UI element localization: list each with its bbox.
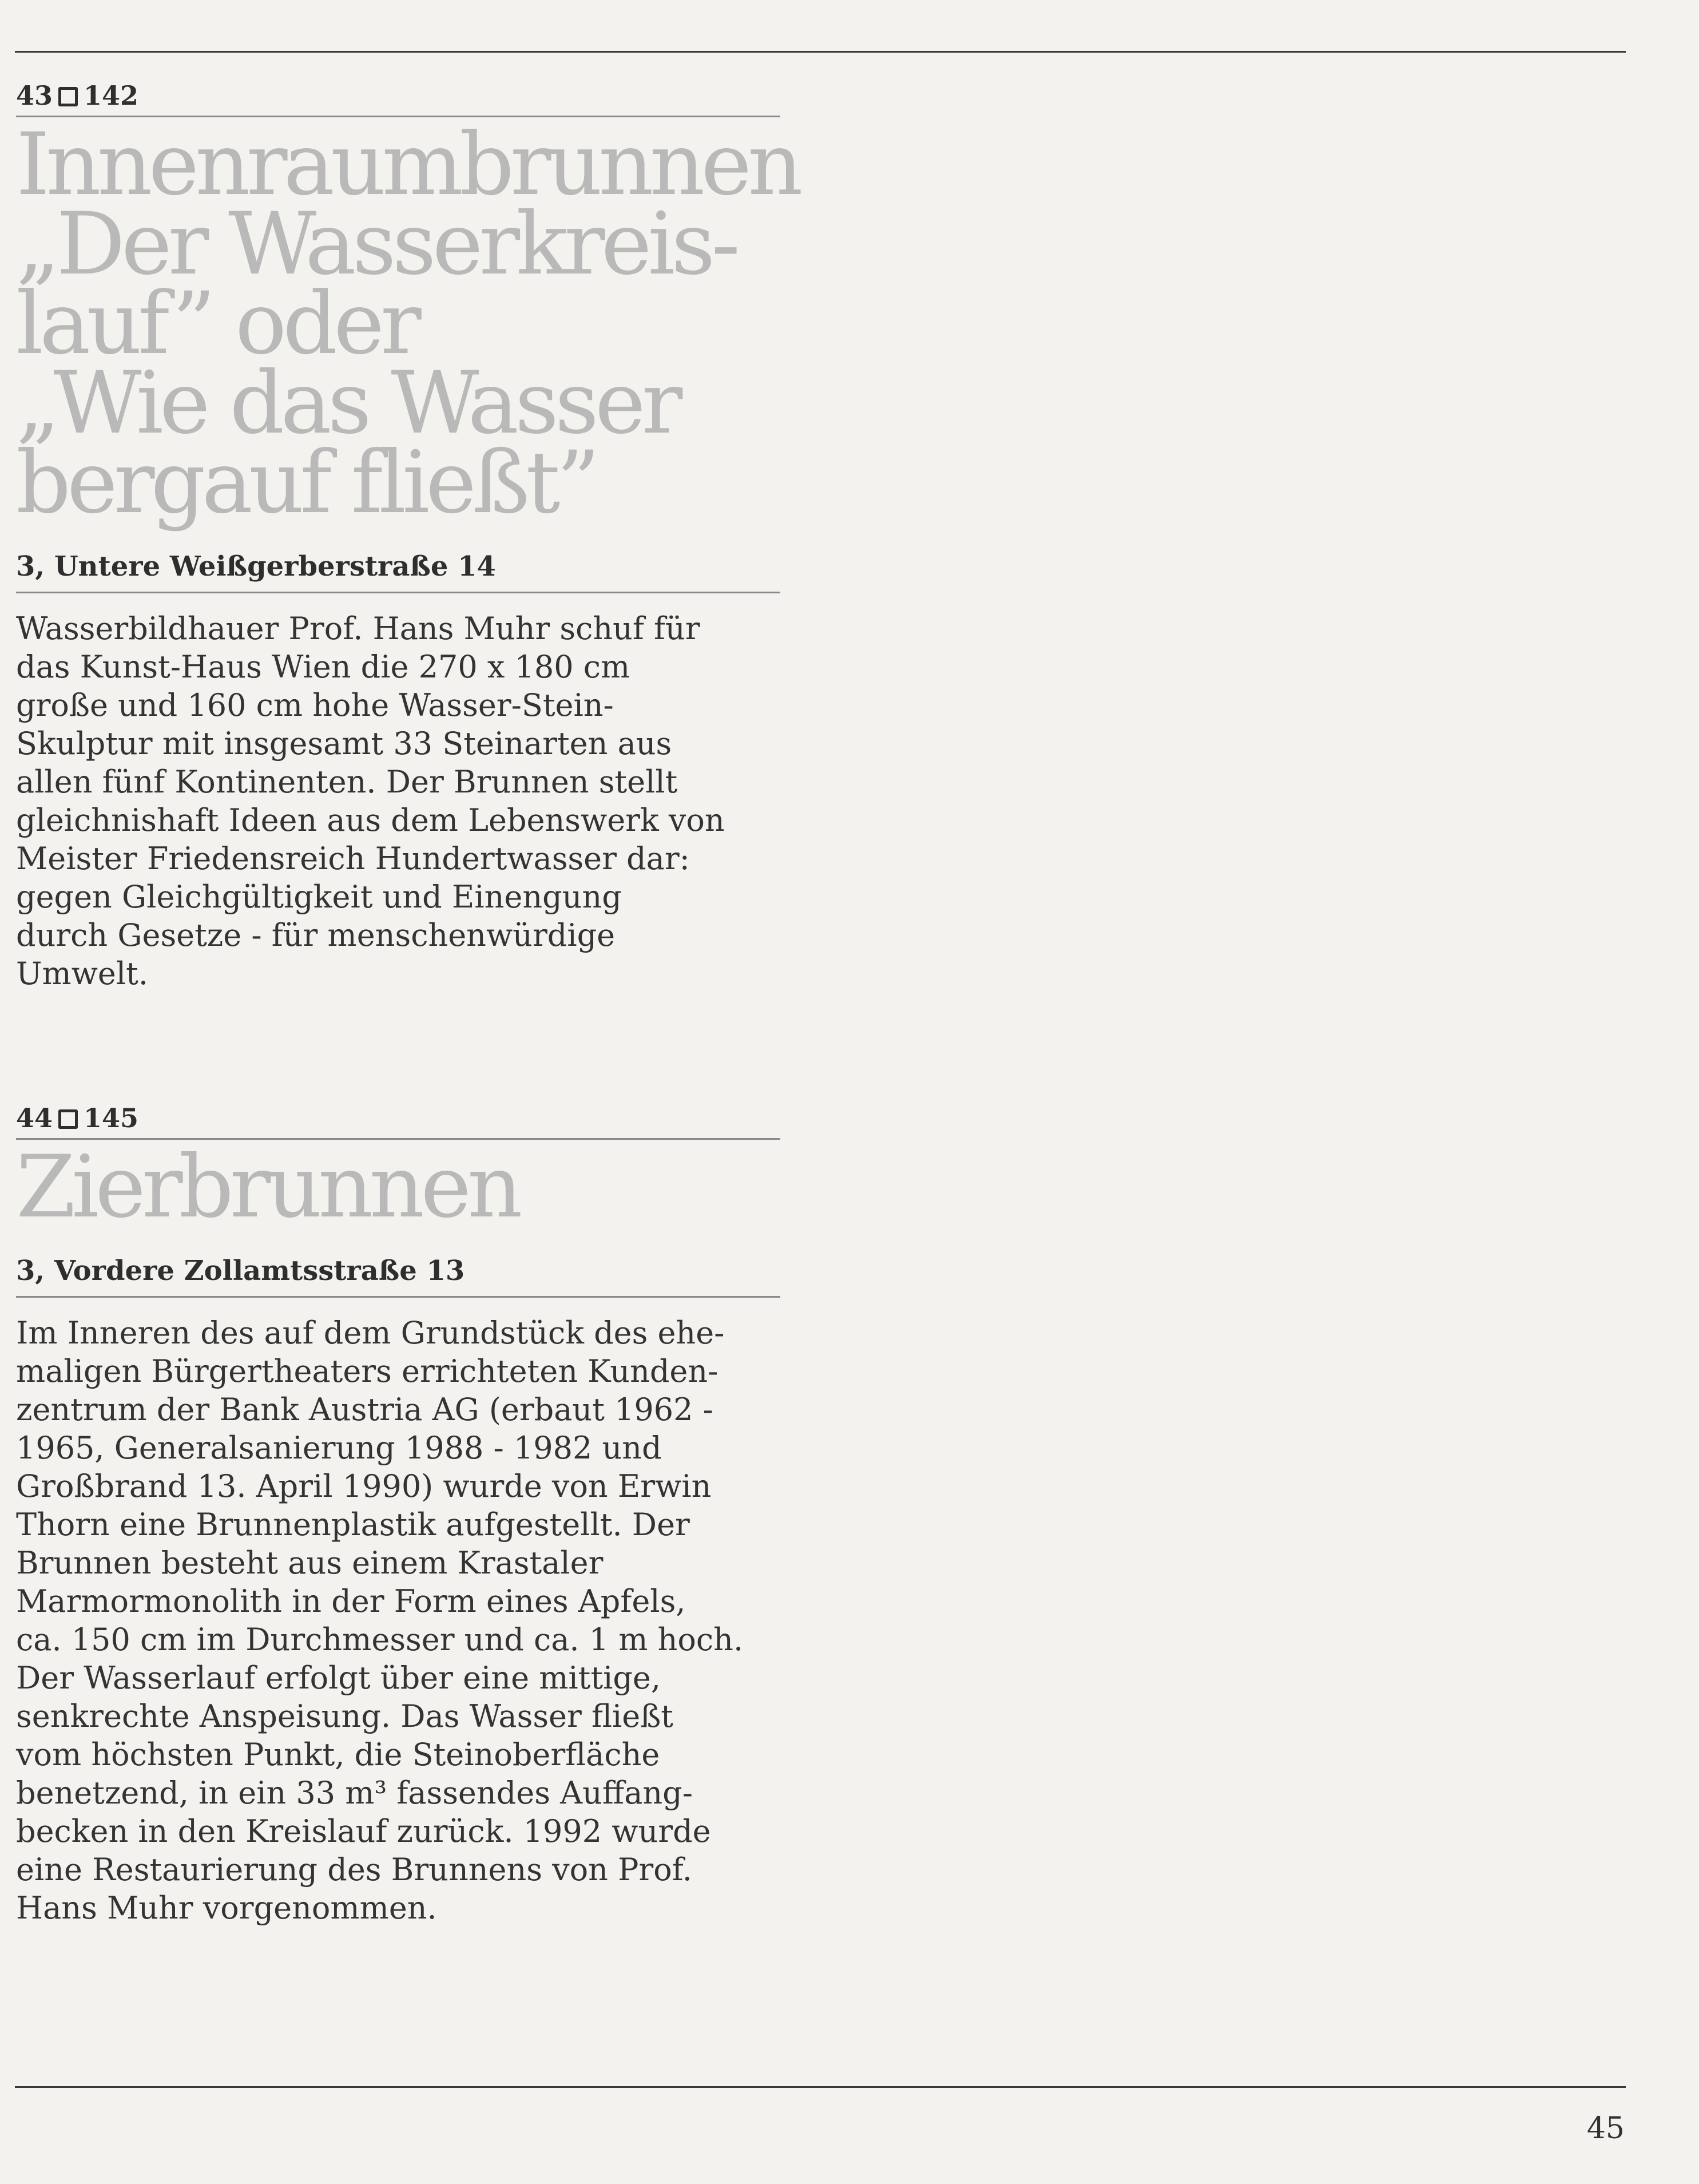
entry-page-ref: 145 [84,1103,139,1133]
entry-page-ref: 142 [84,80,139,111]
entry-body: Im Inneren des auf dem Grundstück des ehe- maligen Bürgertheaters errichteten Kunden- zentrum der Bank Austria AG (erbaut 1962 - 1965, Generalsanierung 1988 - 1982 und Großbrand 13. April 1990) wurde von Erwin Thorn eine Brunnenplastik aufgestellt. Der Brunnen besteht aus einem Krastaler Marmormonolith in der Form eines Apfels, ca. 150 cm im Durchmesser und ca. 1 m hoch. Der Wasserlauf erfolgt über eine mittige, senkrechte Anspeisung. Das Wasser fließt vom höchsten Punkt, die Steinoberfläche benetzend, in ein 33 m³ fassendes Auffang- becken in den Kreislauf zurück. 1992 wurde eine Restaurierung des Brunnens von Prof. Hans Muhr vorgenommen. [16,1315,744,1926]
address-rule [16,592,780,593]
entry-43 [16,80,799,993]
entry-number: 44 [16,1103,53,1133]
entry-title: Innenraumbrunnen „Der Wasserkreis- lauf” oder „Wie das Wasser bergauf fließt” [16,115,799,533]
top-rule [15,51,1626,53]
entry-number: 43 [16,80,53,111]
bottom-rule [15,2086,1626,2088]
entry-44 [16,1105,780,1927]
checkbox-square-icon [58,87,78,106]
checkbox-square-icon [58,1109,78,1129]
entry-reference [16,1105,780,1131]
entry-title: Zierbrunnen [16,1137,519,1237]
entry-body: Wasserbildhauer Prof. Hans Muhr schuf für das Kunst-Haus Wien die 270 x 180 cm große und 160 cm hohe Wasser-Stein- Skulptur mit insgesamt 33 Steinarten aus allen fünf Kontinenten. Der Brunnen stellt gleichnishaft Ideen aus dem Lebenswerk von Meister Friedensreich Hundertwasser dar: gegen Gleichgültigkeit und Einengung durch Gesetze - für menschenwürdige Umwelt. [16,611,725,992]
address-rule [16,1296,780,1298]
entry-address: 3, Vordere Zollamtsstraße 13 [16,1255,465,1287]
entry-address: 3, Untere Weißgerberstraße 14 [16,550,496,582]
page-number: 45 [1586,2111,1625,2146]
entry-reference [16,82,780,109]
